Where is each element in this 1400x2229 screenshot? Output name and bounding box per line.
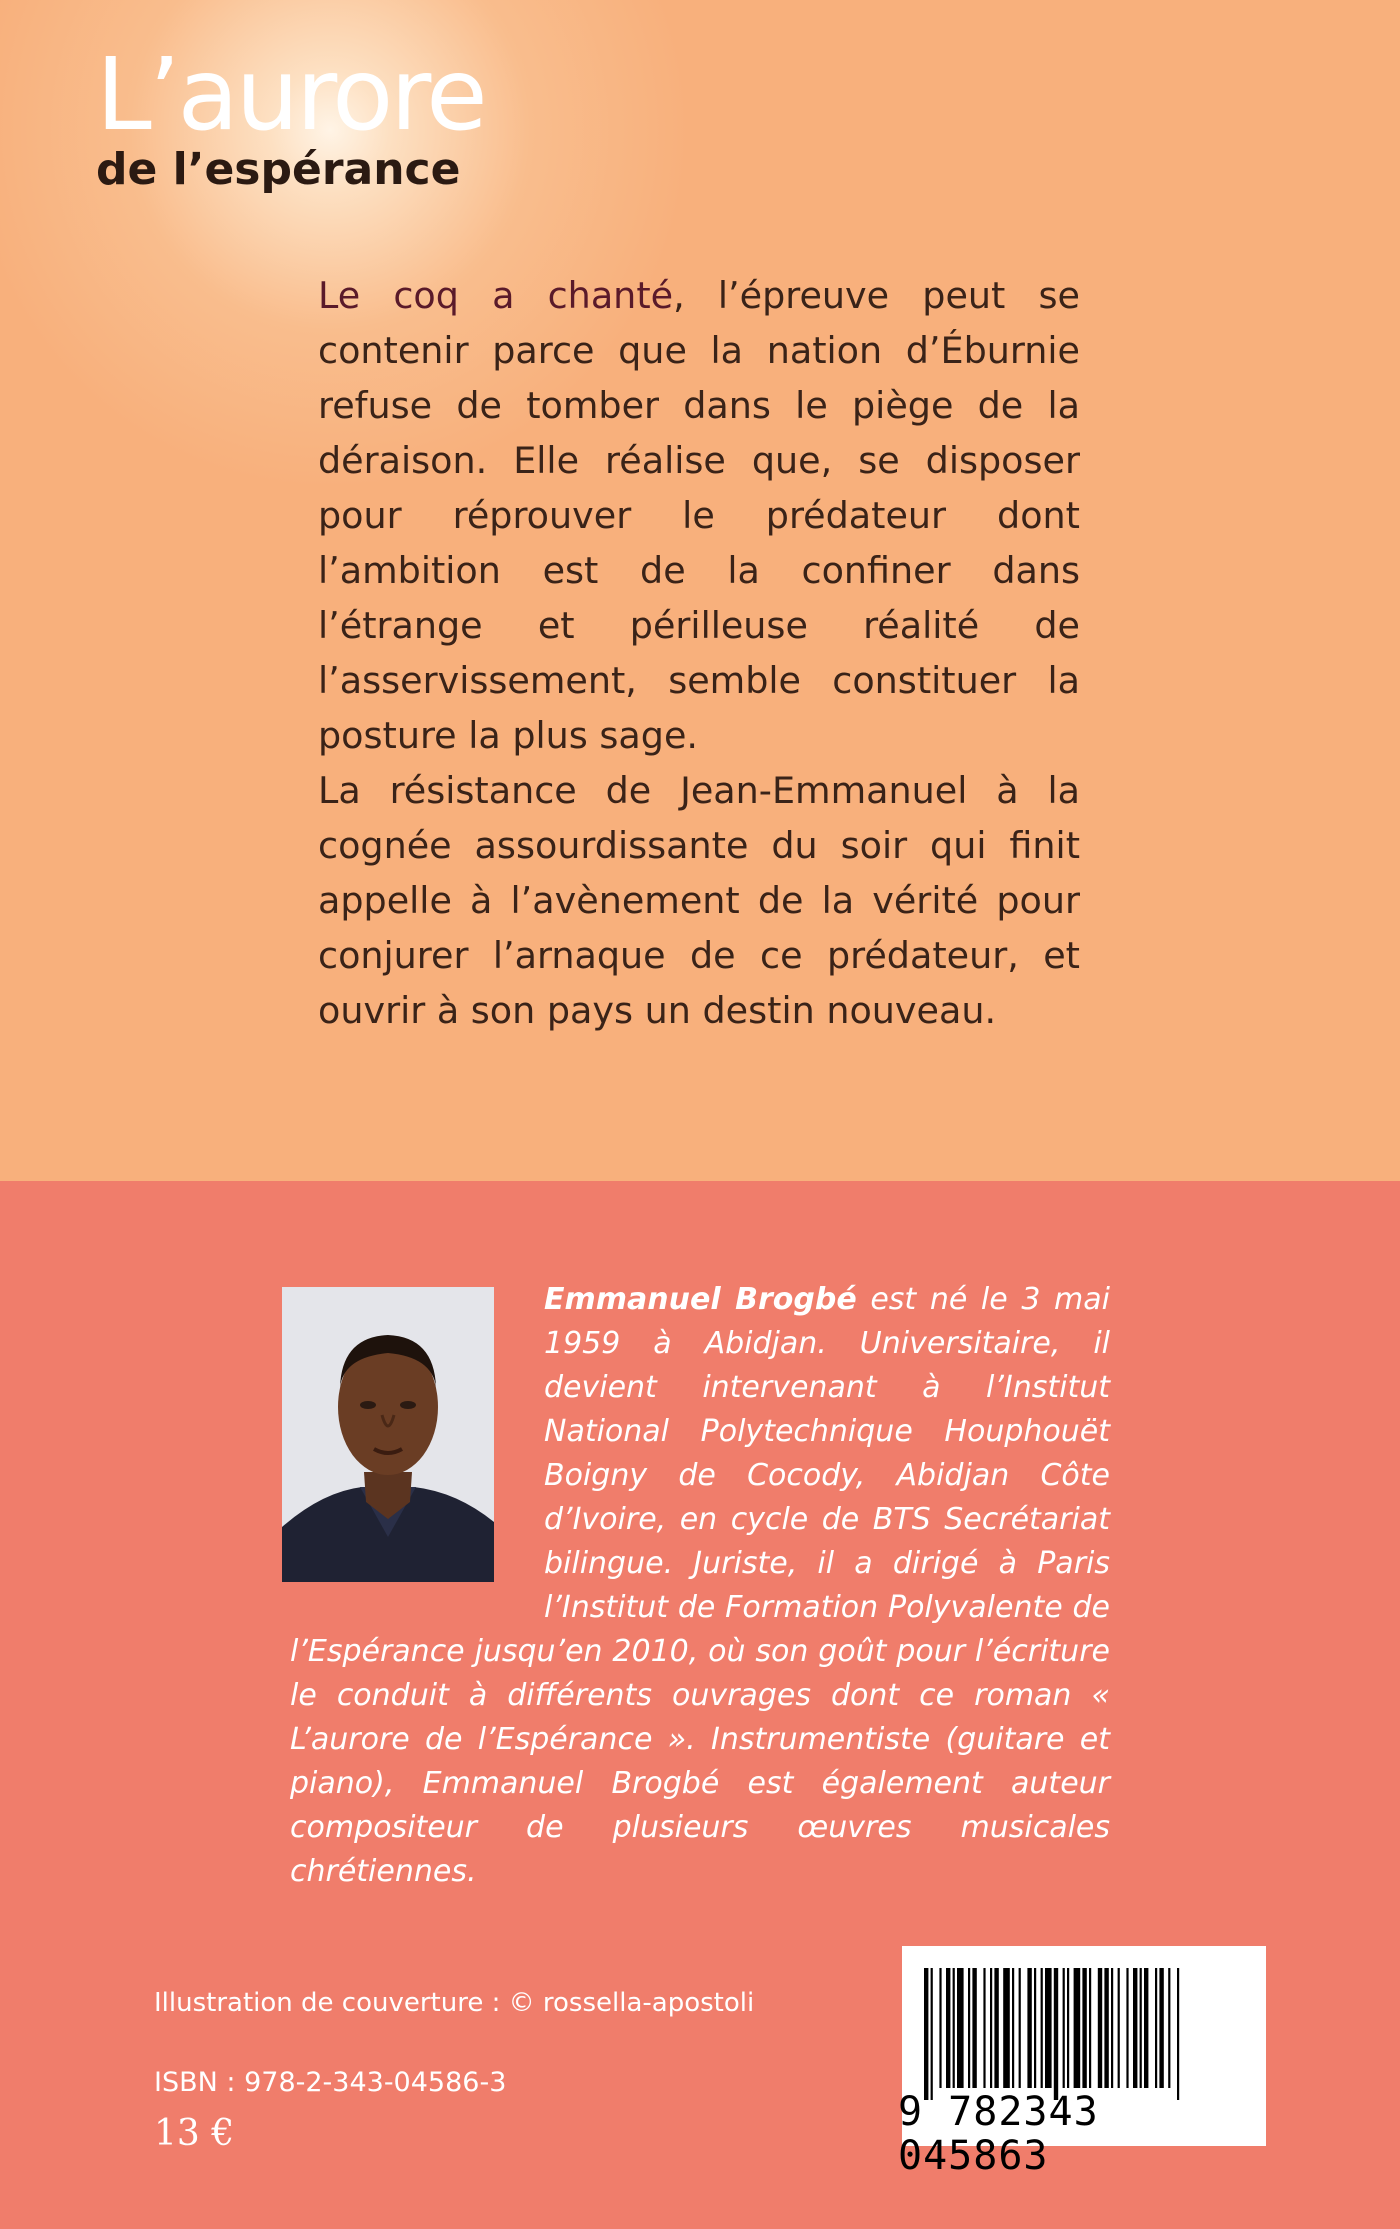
illustration-credit: Illustration de couverture : © rossella-apostoli	[154, 1988, 755, 2018]
barcode-bar	[1027, 1968, 1031, 2088]
barcode-bar	[1082, 1968, 1086, 2088]
barcode-bar	[1003, 1968, 1010, 2088]
barcode-bar	[1098, 1968, 1102, 2088]
barcode-bar	[1019, 1968, 1021, 2088]
barcode-bar	[1177, 1968, 1179, 2100]
barcode-bar	[924, 1968, 928, 2100]
barcode-bar	[983, 1968, 985, 2088]
barcode-bar	[1155, 1968, 1157, 2088]
barcode-bar	[1041, 1968, 1043, 2088]
price: 13 €	[154, 2113, 235, 2154]
photo-spacer	[290, 1278, 544, 1594]
blurb-paragraph-1	[318, 268, 1080, 763]
author-biography	[290, 1278, 1110, 1894]
barcode-bar	[939, 1968, 941, 2088]
barcode-bar	[1118, 1968, 1120, 2088]
book-subtitle: de l’espérance	[96, 144, 461, 195]
barcode-bar	[990, 1968, 992, 2088]
back-cover-blurb	[318, 268, 1080, 1038]
blurb-lead: Le coq a chanté	[318, 274, 674, 317]
barcode-bar	[1089, 1968, 1091, 2088]
barcode-bar	[1063, 1968, 1065, 2088]
barcode-bar	[1126, 1968, 1128, 2088]
barcode-number: 9 782343 045863	[898, 2089, 1099, 2179]
barcode-bar	[1074, 1968, 1081, 2088]
barcode-bar	[946, 1968, 950, 2088]
author-bio-text: est né le 3 mai 1959 à Abidjan. Universitaire, il devient intervenant à l’Institut National Polytechnique Houphouët Boigny de Cocody, Abidjan Côte d’Ivoire, en cycle de BTS Secrétariat bilingue. Juriste, il a dirigé à Paris l’Institut de Formation Polyvalente de l’Espérance jusqu’en 2010, où son goût pour l’écriture le conduit à différents ouvrages dont ce roman « L’aurore de l’Espérance ». Instrumentiste (guitare et piano), Emmanuel Brogbé est également auteur compositeur de plusieurs œuvres musicales chrétiennes.	[290, 1282, 1110, 1889]
barcode-bar	[1133, 1968, 1137, 2088]
barcode-bar	[994, 1968, 998, 2088]
barcode-bar	[1012, 1968, 1014, 2088]
barcode-bar	[931, 1968, 933, 2100]
barcode-bar	[1159, 1968, 1163, 2088]
author-name: Emmanuel Brogbé	[544, 1282, 857, 1317]
barcode-bar	[1140, 1968, 1142, 2088]
barcode-bar	[968, 1968, 970, 2088]
barcode-bar	[1067, 1968, 1069, 2088]
book-title: L’aurore	[96, 36, 485, 153]
barcode-bar	[1168, 1968, 1170, 2088]
barcode-bar	[953, 1968, 955, 2088]
blurb-paragraph-1-text: , l’épreuve peut se contenir parce que la nation d’Éburnie refuse de tomber dans le piège de la déraison. Elle réalise que, se disposer pour réprouver le prédateur dont l’ambition est de la confiner dans l’étrange et périlleuse réalité de l’asservissement, semble constituer la posture la plus sage.	[318, 274, 1080, 757]
barcode-bar	[1034, 1968, 1036, 2088]
barcode-bar	[1045, 1968, 1052, 2088]
isbn: ISBN : 978-2-343-04586-3	[154, 2067, 507, 2098]
blurb-paragraph-2: La résistance de Jean-Emmanuel à la cognée assourdissante du soir qui finit appelle à l’avènement de la vérité pour conjurer l’arnaque de ce prédateur, et ouvrir à son pays un destin nouveau.	[318, 769, 1080, 1032]
barcode-bar	[1054, 1968, 1058, 2100]
barcode-bar	[972, 1968, 976, 2088]
barcode-bar	[1104, 1968, 1108, 2088]
barcode-bar	[1111, 1968, 1113, 2088]
barcode-bar	[957, 1968, 964, 2088]
barcode-bar	[1144, 1968, 1148, 2088]
